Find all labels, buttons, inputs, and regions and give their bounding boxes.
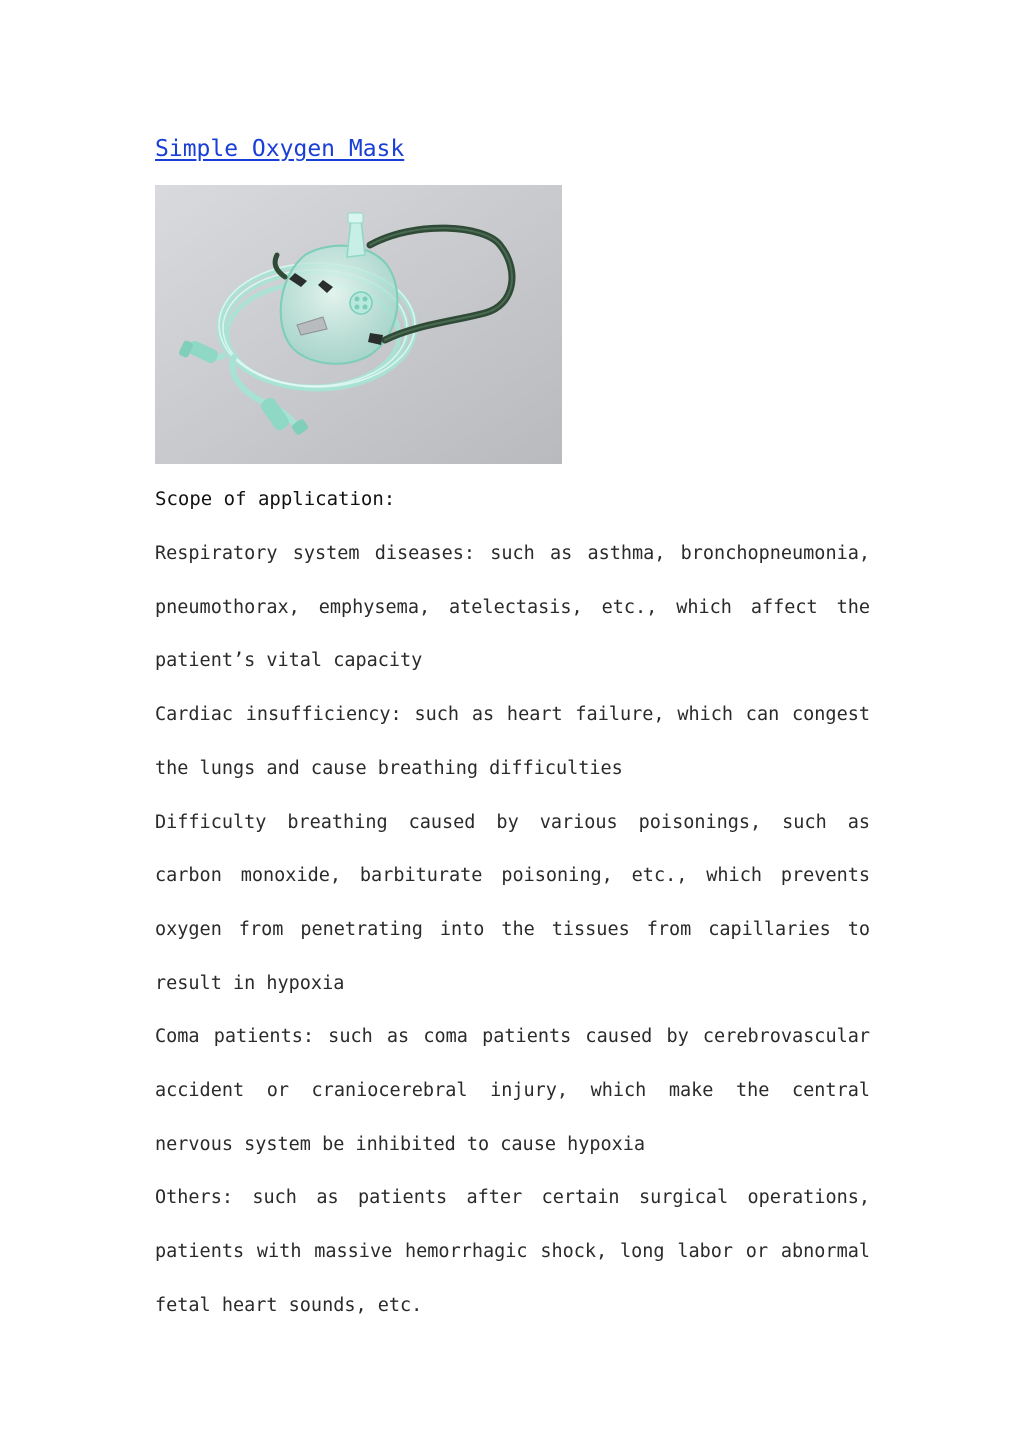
paragraph-coma: Coma patients: such as coma patients caused by cerebrovascular accident or craniocerebral injury, which make the central nervous system be inhibited to cause hypoxia bbox=[155, 1026, 870, 1155]
paragraph-cardiac: Cardiac insufficiency: such as heart failure, which can congest the lungs and cause breathing difficulties bbox=[155, 704, 870, 779]
paragraph-others: Others: such as patients after certain surgical operations, patients with massive hemorrhagic shock, long labor or abnormal fetal heart sounds, etc. bbox=[155, 1187, 870, 1316]
oxygen-mask-illustration bbox=[155, 185, 562, 464]
body-text bbox=[155, 527, 870, 1333]
paragraph-respiratory: Respiratory system diseases: such as asthma, bronchopneumonia, pneumothorax, emphysema, atelectasis, etc., which affect the patient’s vital capacity bbox=[155, 543, 870, 672]
product-title-link[interactable]: Simple Oxygen Mask bbox=[155, 136, 405, 162]
product-image bbox=[155, 185, 562, 464]
paragraph-poisoning: Difficulty breathing caused by various poisonings, such as carbon monoxide, barbiturate poisoning, etc., which prevents oxygen from penetrating into the tissues from capillaries to result in hypoxia bbox=[155, 811, 870, 994]
section-heading: Scope of application: bbox=[155, 488, 396, 510]
